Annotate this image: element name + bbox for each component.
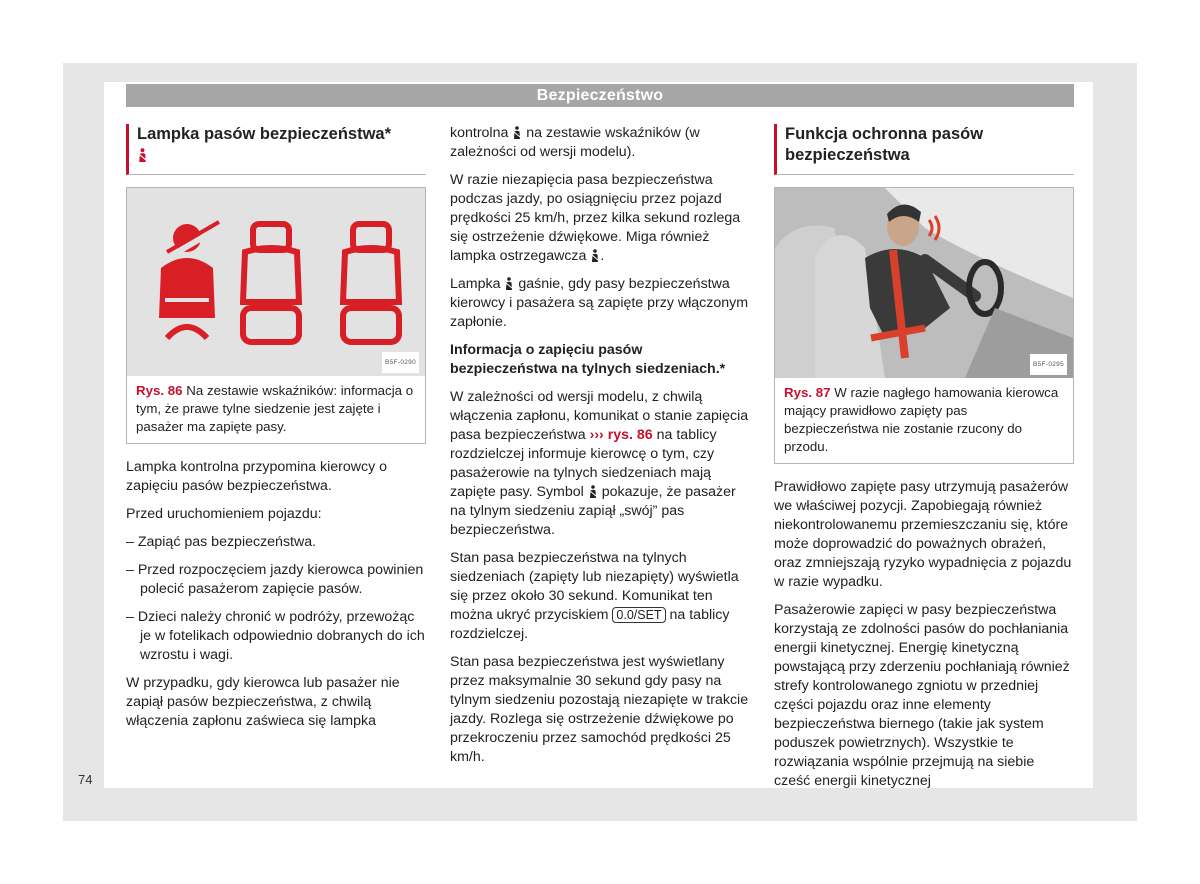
column-2 bbox=[450, 124, 750, 776]
paragraph bbox=[450, 549, 750, 644]
text: na tablicy rozdzielczej. bbox=[450, 607, 730, 642]
paragraph: Lampka kontrolna przypomina kierowcy o zapięciu pasów bezpieczeństwa. bbox=[126, 459, 388, 494]
text: gaśnie, gdy pasy bezpieczeństwa kierowcy i pasażera są zapięte przy włączonym zapłonie. bbox=[450, 276, 749, 330]
text: na zestawie wskaźników (w zależności od wersji modelu). bbox=[450, 125, 700, 160]
figure-87-image bbox=[775, 188, 1073, 378]
figure-reference-link[interactable]: ››› rys. 86 bbox=[589, 427, 653, 443]
paragraph: Pasażerowie zapięci w pasy bezpieczeństwa korzystają ze zdolności pasów do pochłaniania energii kinetycznej. Energię kinetyczną powstającą przy zderzeniu pochłaniają również strefy kontrolowanego zgniotu w przedniej części pojazdu oraz inne elementy bezpieczeństwa biernego (takie jak system poduszek powietrznych). Wszystkie te rozwiązania wspólnie przejmują na siebie cześć energii kinetycznej bbox=[774, 602, 1070, 789]
section-header: Bezpieczeństwo bbox=[126, 84, 1074, 107]
list-item: – Przed rozpoczęciem jazdy kierowca powinien polecić pasażerom zapięcie pasów. bbox=[126, 562, 424, 597]
section-heading-seatbelt-lamp bbox=[126, 124, 426, 175]
paragraph bbox=[450, 171, 750, 266]
text: W zależności od wersji modelu, z chwilą włączenia zapłonu, komunikat o stanie zapięcia pasa bezpieczeństwa bbox=[450, 389, 749, 443]
column-1 bbox=[126, 124, 426, 740]
key-0-0-set: 0.0/SET bbox=[612, 607, 665, 623]
paragraph bbox=[450, 124, 750, 162]
heading-text: Lampka pasów bezpieczeństwa* bbox=[137, 125, 392, 143]
list-item: – Dzieci należy chronić w podróży, przewożąc je w fotelikach odpowiednio dobranych do ich wzrostu i wagi. bbox=[126, 609, 425, 663]
text: . bbox=[600, 248, 605, 264]
caption-text: W razie nagłego hamowania kierowca mający prawidłowo zapięty pas bezpieczeństwa nie zostanie rzucony do przodu. bbox=[784, 385, 1059, 454]
figure-code: B5F-0290 bbox=[382, 352, 419, 373]
figure-87 bbox=[774, 187, 1074, 464]
text: pokazuje, że pasażer na tylnym siedzeniu zapiął „swój” pas bezpieczeństwa. bbox=[450, 484, 736, 538]
text: na tablicy rozdzielczej informuje kierowcę o tym, czy pasażerowie na tylnych siedzeniach mają zapięte pasy. Symbol bbox=[450, 427, 717, 500]
paragraph bbox=[450, 388, 750, 540]
text: Stan pasa bezpieczeństwa na tylnych siedzeniach (zapięty lub niezapięty) wyświetla się przez około 30 sekund. Komunikat ten można ukryć przyciskiem bbox=[450, 550, 739, 623]
seatbelt-warning-icon bbox=[512, 126, 522, 139]
seatbelt-seats-illustration bbox=[127, 188, 425, 376]
paragraph: Prawidłowo zapięte pasy utrzymują pasażerów we właściwej pozycji. Zapobiegają również niekontrolowanemu przemieszczaniu się, które może doprowadzić do poważnych obrażeń, oraz zmniejszają ryzyko wypadnięcia z pojazdu w razie wypadku. bbox=[774, 479, 1072, 590]
figure-87-caption bbox=[775, 378, 1073, 463]
paragraph: Stan pasa bezpieczeństwa jest wyświetlany przez maksymalnie 30 sekund gdy pasy na tylnym siedzeniu pozostają niezapięte w trakcie jazdy. Rozlega się ostrzeżenie dźwiękowe po przekroczeniu przez samochód prędkości 25 km/h. bbox=[450, 654, 749, 765]
text: W razie niezapięcia pasa bezpieczeństwa podczas jazdy, po osiągnięciu przez pojazd prędkości 25 km/h, przez kilka sekund rozlega się ostrzeżenie dźwiękowe. Miga również lampka ostrzegawcza bbox=[450, 172, 741, 264]
subheading: Informacja o zapięciu pasów bezpieczeństwa na tylnych siedzeniach.* bbox=[450, 342, 726, 377]
figure-86-caption bbox=[127, 376, 425, 443]
section-heading-belt-protection: Funkcja ochronna pasów bezpieczeństwa bbox=[774, 124, 1074, 175]
list-item: – Zapiąć pas bezpieczeństwa. bbox=[126, 534, 317, 550]
paragraph: W przypadku, gdy kierowca lub pasażer nie zapiął pasów bezpieczeństwa, z chwilą włączenia zapłonu zaświeca się lampka bbox=[126, 675, 400, 729]
column-3 bbox=[774, 124, 1074, 800]
seatbelt-warning-icon bbox=[590, 249, 600, 262]
paragraph: Przed uruchomieniem pojazdu: bbox=[126, 506, 322, 522]
caption-label: Rys. 86 bbox=[136, 383, 183, 398]
seatbelt-warning-icon bbox=[504, 277, 514, 290]
driver-braking-illustration bbox=[775, 188, 1073, 378]
figure-code: B5F-0295 bbox=[1030, 354, 1067, 375]
figure-86-image bbox=[127, 188, 425, 376]
text: Lampka bbox=[450, 276, 501, 292]
paragraph bbox=[450, 275, 750, 332]
page-number: 74 bbox=[78, 772, 93, 787]
caption-text: Na zestawie wskaźników: informacja o tym, że prawe tylne siedzenie jest zajęte i pasażer ma zapięte pasy. bbox=[136, 383, 414, 434]
seatbelt-warning-icon bbox=[588, 485, 598, 498]
figure-86 bbox=[126, 187, 426, 444]
caption-label: Rys. 87 bbox=[784, 385, 831, 400]
seatbelt-warning-icon bbox=[137, 148, 148, 162]
text: kontrolna bbox=[450, 125, 509, 141]
